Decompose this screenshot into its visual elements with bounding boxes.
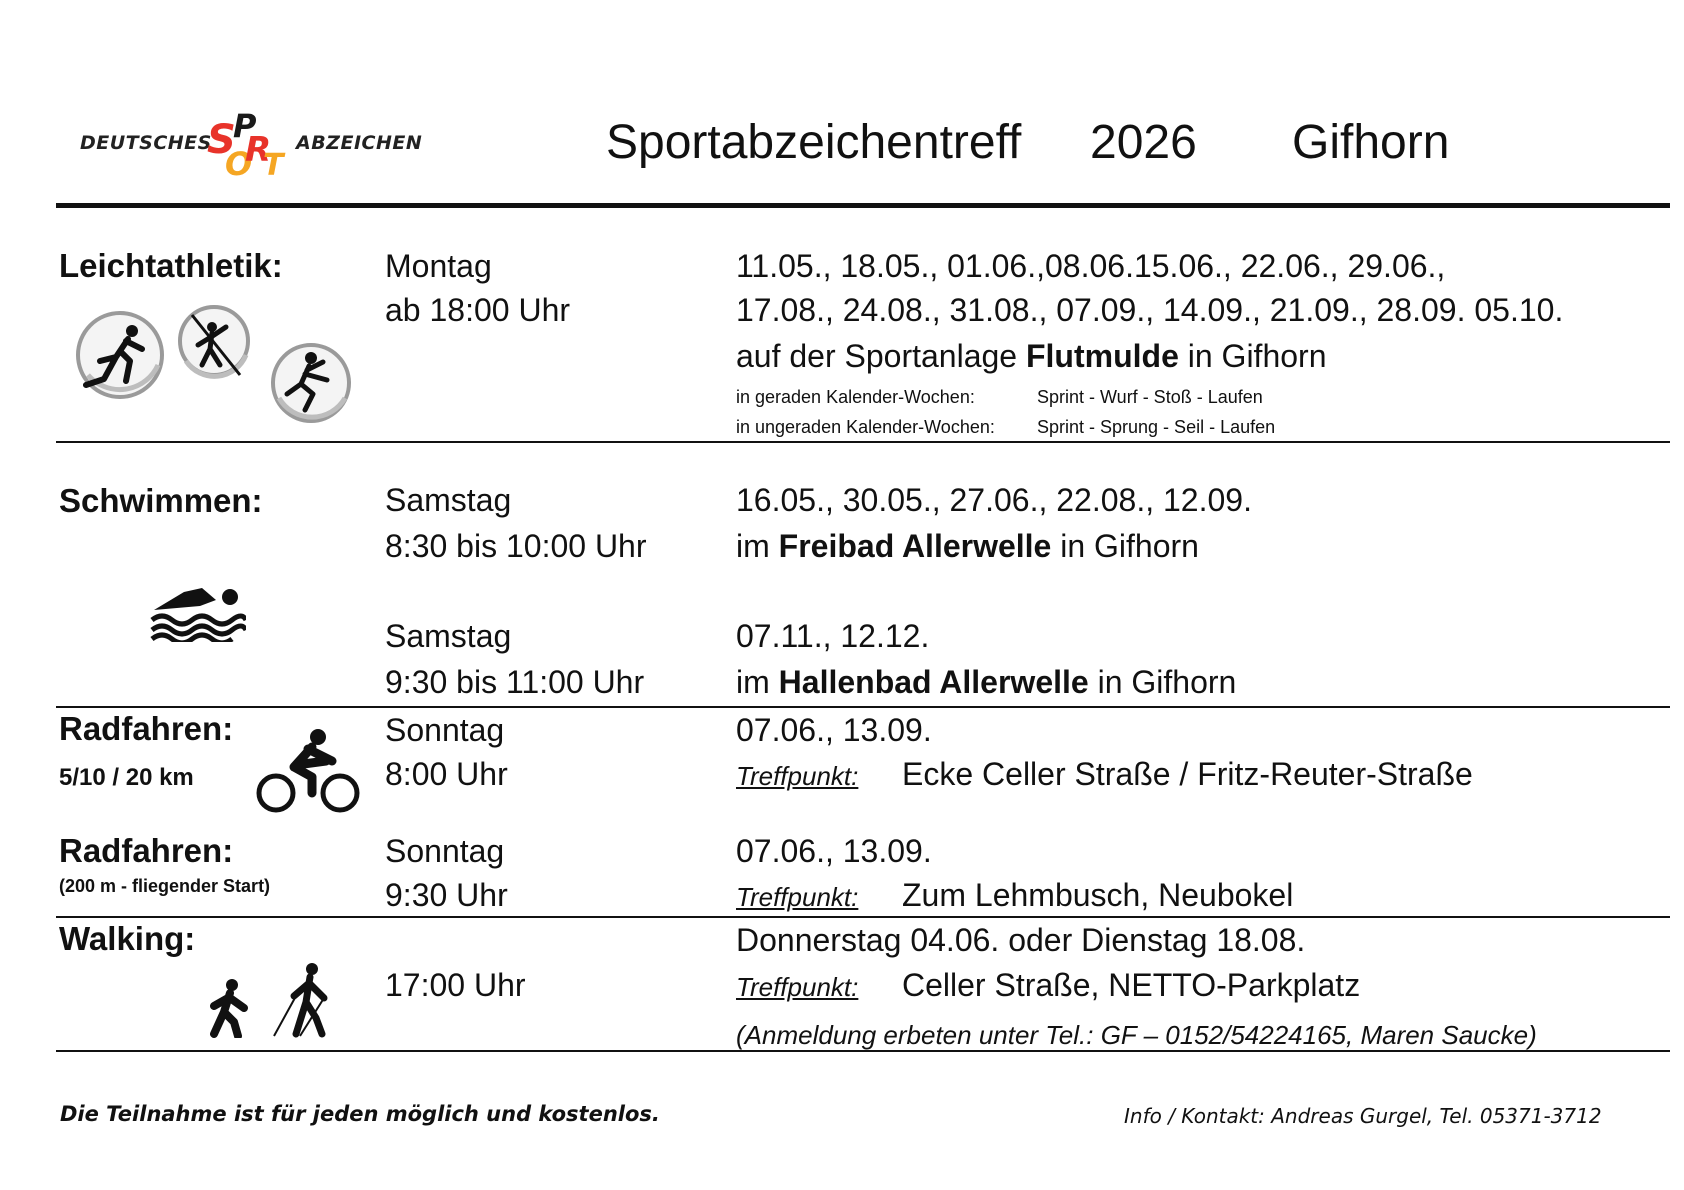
venue-name: Flutmulde [1025,338,1179,374]
schwimmen-label: Schwimmen: [59,482,263,519]
even-weeks-value: Sprint - Wurf - Stoß - Laufen [1037,387,1263,407]
walking-time: 17:00 Uhr [385,967,526,1003]
logo-letter-o: O [225,145,253,179]
radfahren2-treffpunkt: Zum Lehmbusch, Neubokel [902,877,1294,913]
header-divider [56,203,1670,208]
even-weeks-label: in geraden Kalender-Wochen: [736,387,975,407]
walking-treffpunkt-label: Treffpunkt: [736,972,859,1002]
cyclist-icon [256,727,362,817]
odd-weeks-label: in ungeraden Kalender-Wochen: [736,417,995,437]
header-year: 2026 [1090,116,1197,169]
schwimmen-dates1: 16.05., 30.05., 27.06., 22.08., 12.09. [736,482,1252,518]
header-title: Sportabzeichentreff [606,116,1022,169]
radfahren2-dates: 07.06., 13.09. [736,833,932,869]
walking-registration-note: (Anmeldung erbeten unter Tel.: GF – 0152/54224165, Maren Saucke) [736,1020,1537,1050]
footer-contact: Info / Kontakt: Andreas Gurgel, Tel. 05371-3712 [1124,1104,1602,1128]
schwimmen-time2: 9:30 bis 11:00 Uhr [385,664,645,700]
nordic-walker-icon [270,962,340,1038]
radfahren1-distance: 5/10 / 20 km [59,764,194,791]
logo-letter-p: P [233,107,257,145]
venue-suffix: in Gifhorn [1088,664,1237,700]
venue-name: Freibad Allerwelle [778,528,1052,564]
section-divider-4 [56,1050,1670,1052]
section-divider-1 [56,441,1670,443]
radfahren1-time: 8:00 Uhr [385,756,508,792]
javelin-thrower-icon [166,305,262,385]
venue-suffix: in Gifhorn [1051,528,1199,564]
venue-prefix: auf der Sportanlage [736,338,1026,374]
logo-letter-s: S [207,117,236,163]
logo-letter-t: T [263,148,284,179]
walking-treffpunkt: Celler Straße, NETTO-Parkplatz [902,967,1361,1003]
leichtathletik-dates-line2: 17.08., 24.08., 31.08., 07.09., 14.09., 21.09., 28.09. 05.10. [736,292,1564,328]
radfahren1-label: Radfahren: [59,710,234,747]
logo-letter-r: R [245,130,272,170]
schwimmen-day1: Samstag [385,482,512,518]
odd-weeks-value: Sprint - Sprung - Seil - Laufen [1037,417,1276,437]
leichtathletik-time: ab 18:00 Uhr [385,292,571,328]
leichtathletik-label: Leichtathletik: [59,247,283,284]
swimmer-icon [150,580,246,642]
radfahren1-treffpunkt-label: Treffpunkt: [736,761,859,791]
leichtathletik-dates-line1: 11.05., 18.05., 01.06.,08.06.15.06., 22.06., 29.06., [736,248,1446,284]
radfahren1-day: Sonntag [385,712,505,748]
venue-prefix: im [736,528,779,564]
radfahren2-mode: (200 m - fliegender Start) [59,876,271,896]
radfahren2-label: Radfahren: [59,832,234,869]
leichtathletik-venue [736,334,1326,378]
jumper-icon [265,338,355,428]
logo-word-left: DEUTSCHES [80,132,212,154]
schwimmen-time1: 8:30 bis 10:00 Uhr [385,528,647,564]
walking-label: Walking: [59,920,196,957]
schwimmen-venue1 [736,524,1199,568]
header-city: Gifhorn [1292,116,1450,169]
footer-participation: Die Teilnahme ist für jeden möglich und kostenlos. [60,1102,660,1126]
radfahren2-day: Sonntag [385,833,505,869]
leichtathletik-day: Montag [385,248,492,284]
walking-dates: Donnerstag 04.06. oder Dienstag 18.08. [736,922,1306,958]
radfahren2-treffpunkt-label: Treffpunkt: [736,882,859,912]
schwimmen-day2: Samstag [385,618,512,654]
radfahren1-treffpunkt: Ecke Celler Straße / Fritz-Reuter-Straße [902,756,1473,792]
venue-name: Hallenbad Allerwelle [778,664,1089,700]
venue-suffix: in Gifhorn [1178,338,1327,374]
radfahren2-time: 9:30 Uhr [385,877,508,913]
walker-icon [200,978,260,1038]
radfahren1-dates: 07.06., 13.09. [736,712,932,748]
logo-word-right: ABZEICHEN [296,132,423,154]
schwimmen-dates2: 07.11., 12.12. [736,618,930,654]
venue-prefix: im [736,664,779,700]
runner-icon [70,305,166,401]
schwimmen-venue2 [736,660,1236,704]
logo-sport-letters [205,105,291,179]
